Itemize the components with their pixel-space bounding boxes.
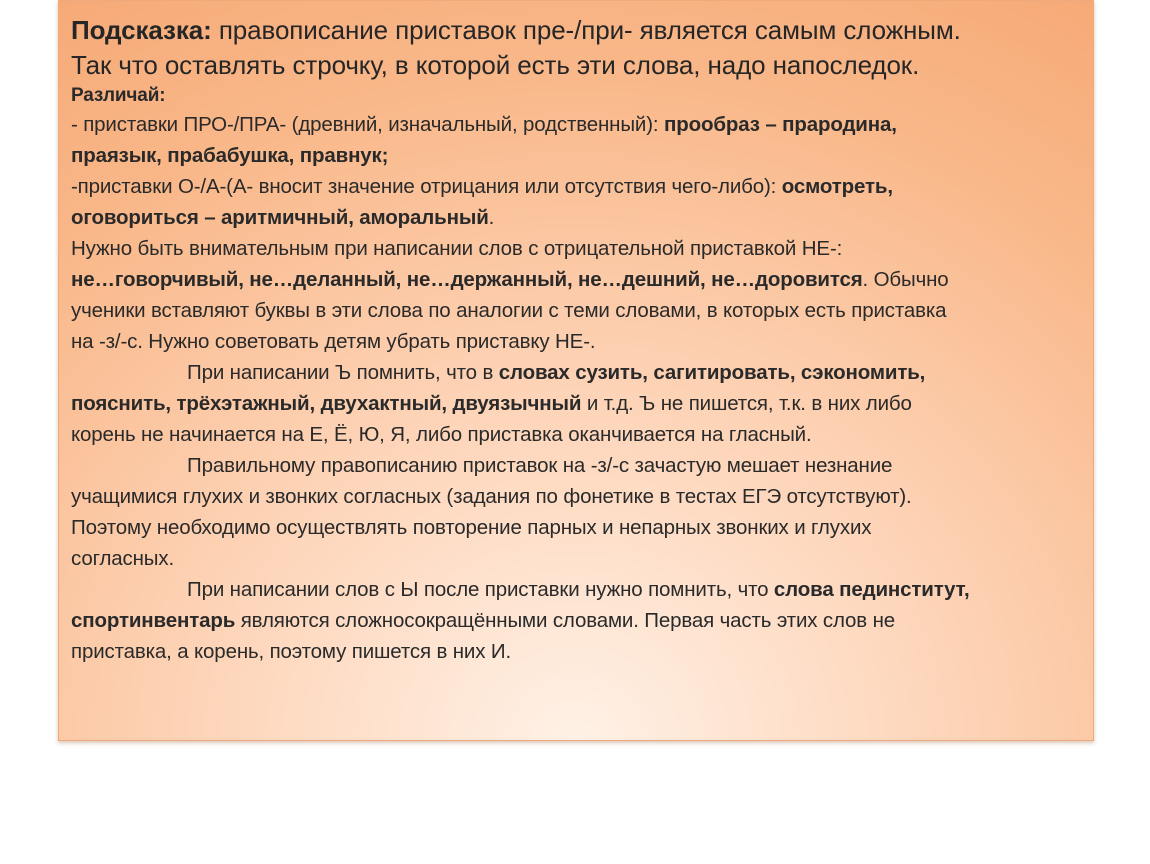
ne-examples: не…говорчивый, не…деланный, не…держанный, не…дешний, не…доровится [71,268,863,291]
zs-paragraph-line-4: согласных. [71,547,175,570]
ne-paragraph-line-2: не…говорчивый, не…деланный, не…держанный, не…дешний, не…доровится. Обычно [71,268,949,291]
hint-text-1: правописание приставок пре-/при- является самым сложным. [211,15,961,45]
o-a-examples: осмотреть, [781,175,893,198]
hint-line-2: Так что оставлять строчку, в которой есть эти слова, надо напоследок. [71,50,920,80]
hint-label: Подсказка: [71,15,212,45]
hard-sign-line-2: пояснить, трёхэтажный, двухактный, двуязычный и т.д. Ъ не пишется, т.к. в них либо [71,392,912,415]
ne-paragraph-line-1: Нужно быть внимательным при написании слов с отрицательной приставкой НЕ-: [71,237,843,260]
zs-paragraph-line-2: учащимися глухих и звонких согласных (задания по фонетике в тестах ЕГЭ отсутствуют). [71,485,912,508]
zs-paragraph-line-1: Правильному правописанию приставок на -з/-с зачастую мешает незнание [187,454,893,477]
hard-sign-examples: словах сузить, сагитировать, сэкономить, [498,361,926,384]
zs-paragraph-line-3: Поэтому необходимо осуществлять повторение парных и непарных звонких и глухих [71,516,872,539]
ne-paragraph-line-3: ученики вставляют буквы в эти слова по аналогии с теми словами, в которых есть приставка [71,299,947,322]
pro-pra-line-2: праязык, прабабушка, правнук; [71,144,389,167]
hard-sign-line-1: При написании Ъ помнить, что в словах сузить, сагитировать, сэкономить, [187,361,926,384]
y-paragraph-line-2: спортинвентарь являются сложносокращёнными словами. Первая часть этих слов не [71,609,895,632]
o-a-line-2: оговориться – аритмичный, аморальный. [71,206,495,229]
hint-line-1 [71,13,1081,48]
hard-sign-line-3: корень не начинается на Е, Ё, Ю, Я, либо приставка оканчивается на гласный. [71,423,812,446]
y-paragraph-line-3: приставка, а корень, поэтому пишется в них И. [71,640,512,663]
y-paragraph-line-1: При написании слов с Ы после приставки нужно помнить, что слова пединститут, [187,578,970,601]
y-examples: слова пединститут, [773,578,970,601]
ne-paragraph-line-4: на -з/-с. Нужно советовать детям убрать приставку НЕ-. [71,330,596,353]
pro-pra-line: - приставки ПРО-/ПРА- (древний, изначальный, родственный): прообраз – прародина, [71,113,897,136]
pro-pra-examples: прообраз – прародина, [664,113,897,136]
hint-slide-box [58,0,1094,741]
distinguish-label: Различай: [71,85,166,106]
o-a-line: -приставки О-/А-(А- вносит значение отрицания или отсутствия чего-либо): осмотреть, [71,175,893,198]
